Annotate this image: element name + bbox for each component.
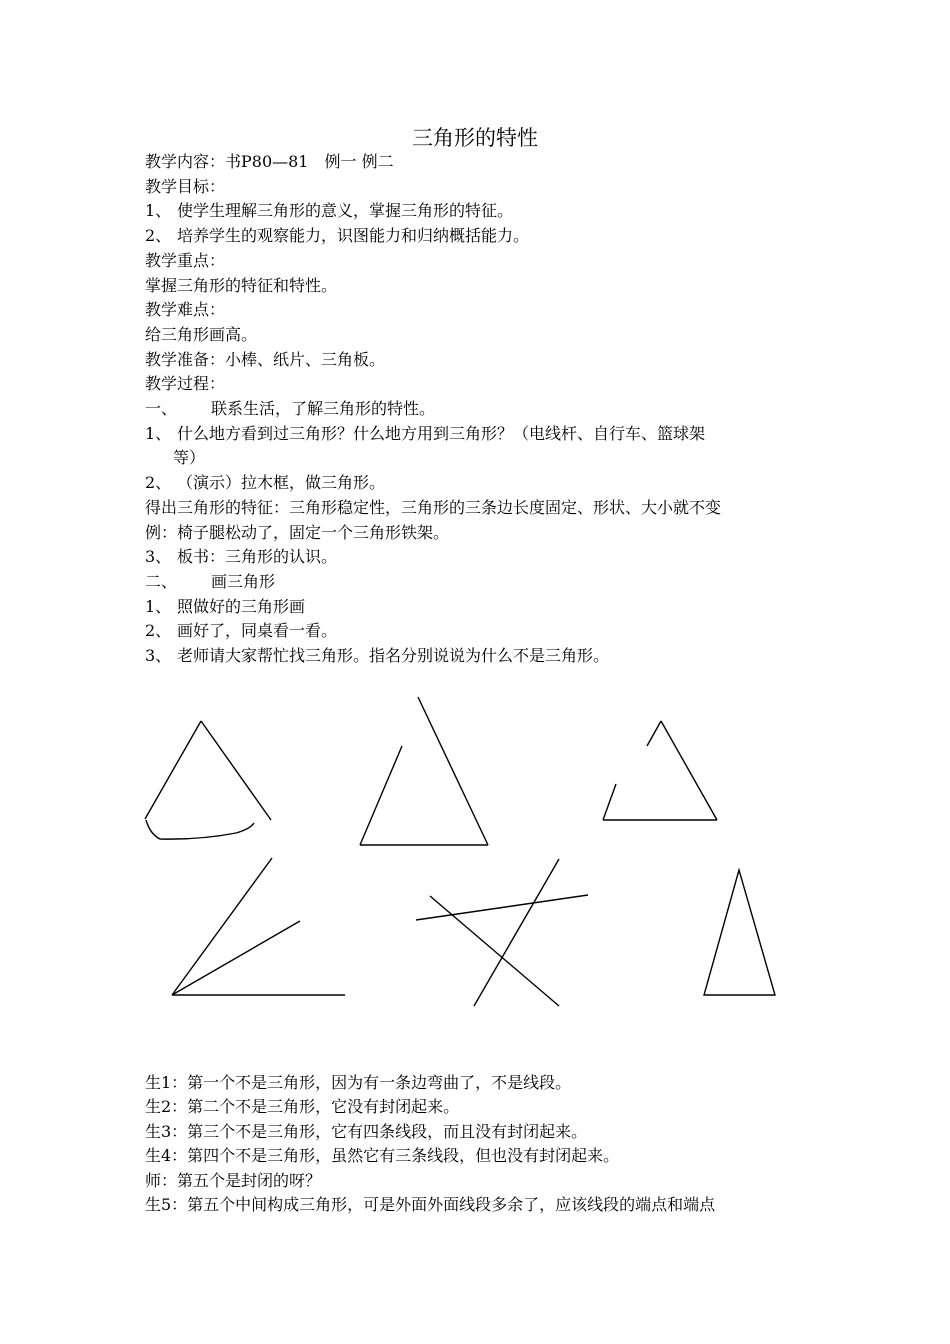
list-number: 3、: [145, 646, 172, 665]
list-number: 1、: [145, 201, 172, 221]
line-text: 教学难点：: [145, 300, 226, 320]
line-text: 给三角形画高。: [145, 324, 258, 344]
figure-1-curved-side: [145, 721, 271, 839]
section-number: 一、: [145, 399, 178, 418]
figure-2-right-side: [418, 697, 488, 845]
figure-5-line-b: [430, 896, 559, 1006]
answer-line: 生5：第五个中间构成三角形，可是外面外面线段多余了，应该线段的端点和端点: [145, 1195, 716, 1214]
figure-1-curved-base: [146, 820, 254, 839]
line-text: 使学生理解三角形的意义，掌握三角形的特征。: [177, 201, 514, 221]
line-text: 得出三角形的特征：三角形稳定性，三角形的三条边长度固定、形状、大小就不变: [145, 497, 722, 517]
answer-line: 生2：第二个不是三角形，它没有封闭起来。: [145, 1097, 460, 1117]
figure-3-left-short: [603, 784, 616, 820]
line-text: （演示）拉木框，做三角形。: [177, 473, 386, 493]
answer-line: 生3：第三个不是三角形，它有四条线段，而且没有封闭起来。: [145, 1121, 588, 1141]
figure-1-right-side: [201, 721, 271, 820]
line-text: 画三角形: [211, 571, 276, 591]
line-text: 教学过程：: [145, 374, 226, 394]
figure-6-triangle-shape: [704, 870, 775, 995]
answer-line: 生1：第一个不是三角形，因为有一条边弯曲了，不是线段。: [145, 1073, 572, 1092]
list-number: 2、: [145, 473, 172, 493]
answer-line: 师：第五个是封闭的呀？: [145, 1170, 322, 1190]
figure-3-right-side: [661, 721, 717, 820]
line-text: 培养学生的观察能力，识图能力和归纳概括能力。: [177, 226, 530, 246]
line-text: 老师请大家帮忙找三角形。指名分别说说为什么不是三角形。: [177, 646, 610, 665]
line-text: 板书：三角形的认识。: [177, 547, 338, 567]
answer-line: 生4：第四个不是三角形，虽然它有三条线段，但也没有封闭起来。: [145, 1146, 620, 1166]
line-text: 教学内容：书P80—81 例一 例二: [145, 152, 394, 171]
section-number: 二、: [145, 571, 178, 591]
line-text: 例：椅子腿松动了，固定一个三角形铁架。: [145, 522, 450, 542]
figure-3-top-short: [647, 721, 661, 746]
figure-2-open: [360, 697, 488, 845]
line-text: 教学目标：: [145, 176, 226, 196]
figure-5-line-c: [474, 859, 559, 1006]
line-text: 教学准备：小棒、纸片、三角板。: [145, 349, 386, 369]
list-number: 3、: [145, 547, 172, 567]
figure-6-triangle: [704, 870, 775, 995]
list-number: 1、: [145, 423, 172, 443]
figure-4-middle-ray: [172, 921, 300, 995]
line-text: 画好了，同桌看一看。: [177, 621, 338, 641]
figure-3-four-segments: [603, 721, 717, 820]
line-text: 教学重点：: [145, 250, 226, 270]
list-number: 2、: [145, 226, 172, 246]
list-number: 2、: [145, 621, 172, 641]
figure-4-open-angle: [172, 858, 345, 995]
line-text: 掌握三角形的特征和特性。: [145, 275, 338, 295]
line-continuation: 等）: [173, 448, 206, 468]
line-text: 联系生活，了解三角形的特性。: [211, 399, 436, 418]
figure-1-left-side: [145, 721, 201, 819]
page-title: 三角形的特性: [412, 126, 538, 150]
line-text: 照做好的三角形画: [177, 596, 306, 616]
figure-5-line-a: [416, 895, 588, 920]
line-text: 什么地方看到过三角形？什么地方用到三角形？（电线杆、自行车、篮球架: [177, 423, 706, 443]
list-number: 1、: [145, 596, 172, 616]
figure-5-crossing-lines: [416, 859, 588, 1006]
figure-4-upper-ray: [172, 858, 272, 995]
figure-2-left-side: [360, 746, 402, 845]
